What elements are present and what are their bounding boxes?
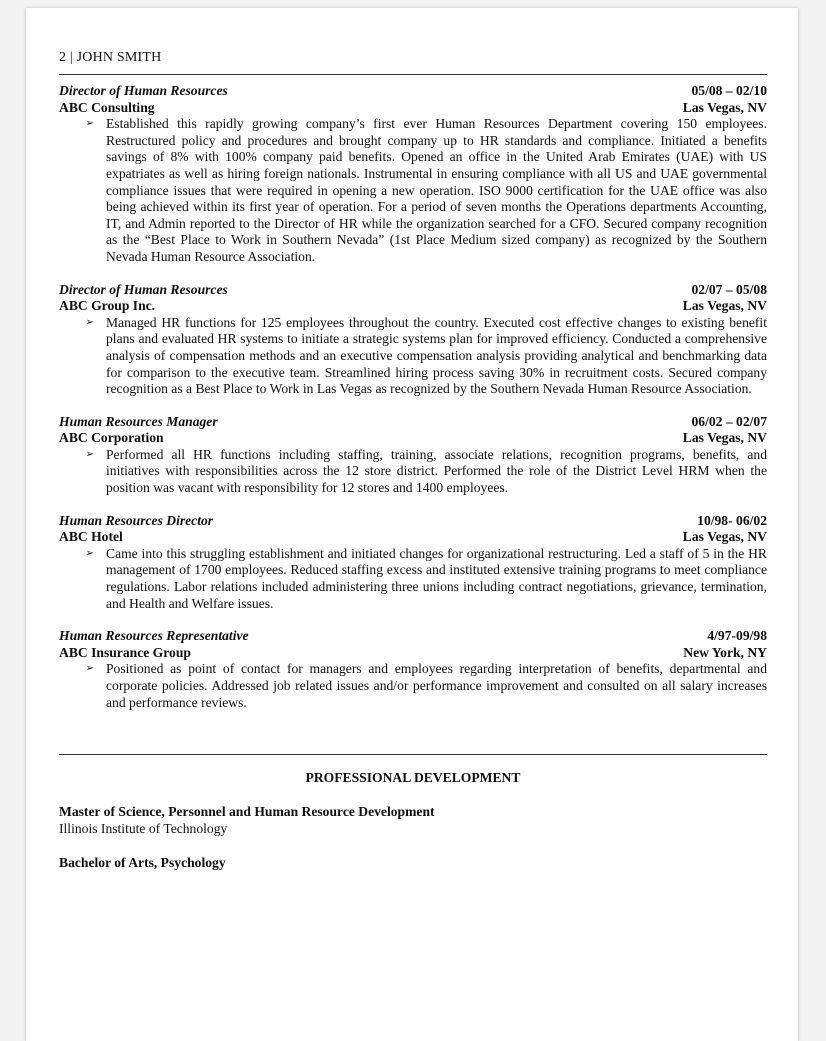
header-separator: |: [69, 50, 73, 65]
degree-school: Illinois Institute of Technology: [59, 820, 228, 836]
job-description: Positioned as point of contact for managers and employees regarding interpretation of benefits, departmental and corporate policies. Addressed job related issues and/or performance improvement and consulted on all salary increases and performance reviews.: [106, 661, 767, 710]
bullet-arrow-icon: ➢: [85, 663, 94, 675]
page-number: 2: [59, 50, 67, 65]
job-location: Las Vegas, NV: [682, 99, 767, 115]
education-entry: [59, 804, 767, 837]
job-company: ABC Group Inc.: [59, 298, 156, 314]
job-description: Managed HR functions for 125 employees throughout the country. Executed cost effective changes to existing benefit plans and evaluated HR systems to initiate a strategic systems plan for improved efficiency. Conducted a comprehensive analysis of compensation methods and an executive compensation analysis providing analytical and benchmarking data for comparison to the executive team. Streamlined hiring process saving 30% in recruitment costs. Secured company recognition as a Best Place to Work in Las Vegas as recognized by the Southern Nevada Human Resource Association.: [106, 314, 767, 397]
bullet-arrow-icon: ➢: [85, 547, 94, 559]
job-company: ABC Corporation: [59, 430, 164, 446]
job-dates: 10/98- 06/02: [697, 512, 767, 528]
header-divider: [59, 74, 767, 75]
job-title: Director of Human Resources: [59, 281, 228, 297]
job-description: Performed all HR functions including staffing, training, associate relations, recognition programs, benefits, and initiatives with responsibilities across the 12 store district. Performed the role of the District Level HRM when the position was vacant with responsibility for 12 stores and 1400 employees.: [106, 446, 767, 496]
job-description: Established this rapidly growing company’s first ever Human Resources Department covering 150 employees. Restructured policy and procedures and brought company up to HR standards and compliance. Initiated a benefits savings of 8% with 100% company paid benefits. Opened an office in the United Arab Emirates (UAE) with US expatriates as well as hiring foreign nationals. Instrumental in ensuring compliance with all US and UAE governmental compliance issues that were required in opening a new operation. ISO 9000 certification for the UAE office was also being achieved within its first year of operation. For a period of seven months the Operations departments Accounting, IT, and Admin reported to the Director of HR while the organization searched for a CFO. Secured company recognition as the “Best Place to Work in Southern Nevada” (1st Place Medium sized company) as recognized by the Southern Nevada Human Resource Association.: [106, 116, 767, 264]
job-location: Las Vegas, NV: [682, 298, 767, 314]
bullet-arrow-icon: ➢: [85, 316, 94, 328]
degree-title: Master of Science, Personnel and Human Resource Development: [59, 804, 435, 819]
job-company: ABC Insurance Group: [59, 644, 191, 660]
job-location: New York, NY: [683, 644, 767, 660]
job-entry: [59, 414, 767, 497]
job-title: Human Resources Representative: [59, 628, 249, 644]
experience-section: [59, 83, 767, 727]
section-divider: [59, 754, 767, 755]
job-company: ABC Hotel: [59, 529, 123, 545]
header-name: JOHN SMITH: [76, 50, 162, 65]
job-entry: [59, 628, 767, 711]
job-title: Director of Human Resources: [59, 83, 228, 98]
bullet-arrow-icon: ➢: [85, 118, 94, 130]
job-dates: 05/08 – 02/10: [691, 83, 767, 98]
page-header: [59, 50, 767, 66]
job-description: Came into this struggling establishment and initiated changes for organizational restructuring. Led a staff of 5 in the HR management of 1700 employees. Reduced staffing excess and instituted extensive training programs to meet compliance regulations. Labor relations included administering three unions including contract negotiations, grievance, termination, and Health and Welfare issues.: [106, 545, 767, 611]
degree-title: Bachelor of Arts, Psychology: [59, 855, 226, 870]
job-dates: 02/07 – 05/08: [691, 281, 767, 297]
job-location: Las Vegas, NV: [682, 430, 767, 446]
education-entry: [59, 855, 767, 872]
job-entry: [59, 513, 767, 613]
job-title: Human Resources Manager: [59, 413, 218, 429]
section-heading: PROFESSIONAL DEVELOPMENT: [305, 770, 521, 785]
job-title: Human Resources Director: [59, 512, 214, 528]
job-entry: [59, 83, 767, 266]
job-dates: 06/02 – 02/07: [691, 413, 767, 429]
job-dates: 4/97-09/98: [707, 628, 767, 644]
bullet-arrow-icon: ➢: [85, 448, 94, 460]
job-company: ABC Consulting: [59, 99, 155, 115]
job-location: Las Vegas, NV: [682, 529, 767, 545]
job-entry: [59, 282, 767, 398]
